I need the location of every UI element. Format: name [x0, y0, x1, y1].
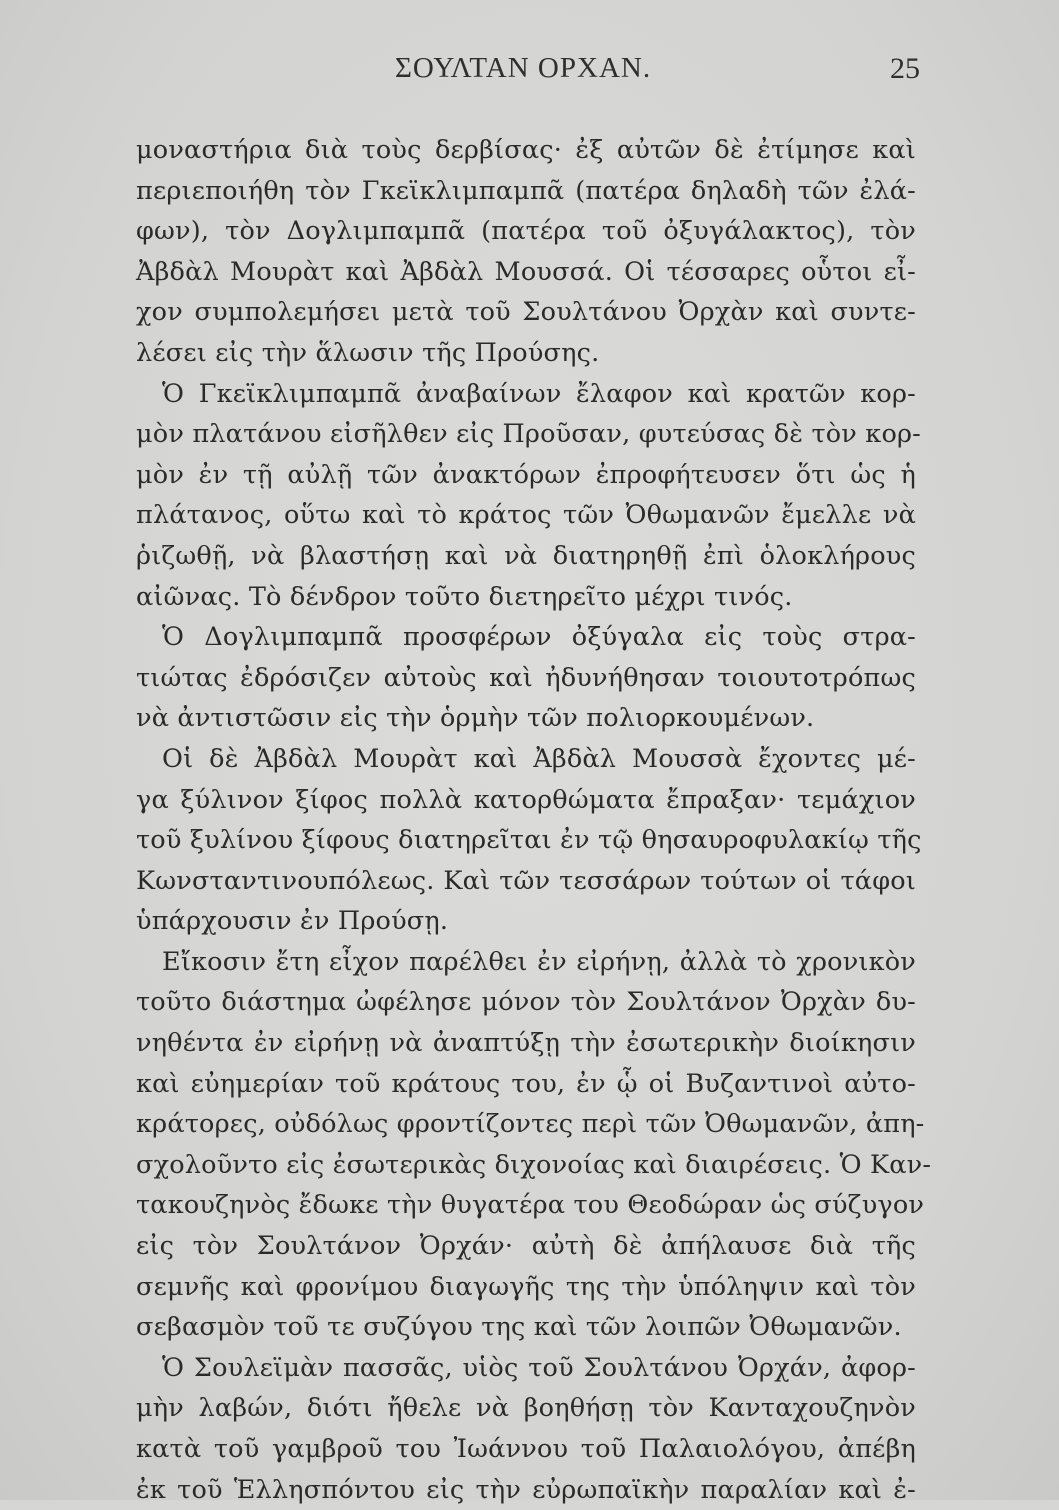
- text-line: τοῦτο διάστημα ὠφέλησε μόνον τὸν Σουλτάνον Ὀρχὰν δυ-: [136, 987, 916, 1018]
- text-line: χον συμπολεμήσει μετὰ τοῦ Σουλτάνου Ὀρχὰν καὶ συντε-: [136, 297, 916, 328]
- text-line: γα ξύλινον ξίφος πολλὰ κατορθώματα ἔπραξαν· τεμάχιον: [136, 784, 916, 815]
- text-line: Ἀβδὰλ Μουρὰτ καὶ Ἀβδὰλ Μουσσά. Οἱ τέσσαρες οὗτοι εἶ-: [136, 256, 916, 287]
- text-line: ἐκ τοῦ Ἑλλησπόντου εἰς τὴν εὐρωπαϊκὴν παραλίαν καὶ ἐ-: [136, 1474, 916, 1505]
- text-line: τακουζηνὸς ἔδωκε τὴν θυγατέρα του Θεοδώραν ὡς σύζυγον: [136, 1190, 925, 1221]
- text-line: καὶ εὐημερίαν τοῦ κράτους του, ἐν ᾧ οἱ Βυζαντινοὶ αὐτο-: [136, 1068, 916, 1099]
- page-number: 25: [890, 52, 920, 85]
- text-line: περιεποιήθη τὸν Γκεϊκλιμπαμπᾶ (πατέρα δηλαδὴ τῶν ἐλά-: [136, 175, 916, 206]
- text-line: λέσει εἰς τὴν ἅλωσιν τῆς Προύσης.: [136, 337, 600, 368]
- text-line: νὰ ἀντιστῶσιν εἰς τὴν ὁρμὴν τῶν πολιορκουμένων.: [136, 703, 815, 734]
- text-line: Εἴκοσιν ἔτη εἶχον παρέλθει ἐν εἰρήνῃ, ἀλλὰ τὸ χρονικὸν: [162, 946, 916, 977]
- text-line: ὑπάρχουσιν ἐν Προύσῃ.: [136, 906, 449, 937]
- text-line: σεβασμὸν τοῦ τε συζύγου της καὶ τῶν λοιπῶν Ὀθωμανῶν.: [136, 1312, 902, 1343]
- text-line: Ὁ Δογλιμπαμπᾶ προσφέρων ὀξύγαλα εἰς τοὺς στρα-: [162, 622, 916, 653]
- text-line: Ὁ Γκεϊκλιμπαμπᾶ ἀναβαίνων ἔλαφον καὶ κρατῶν κορ-: [162, 378, 916, 409]
- text-line: ῥιζωθῇ, νὰ βλαστήσῃ καὶ νὰ διατηρηθῇ ἐπὶ ὁλοκλήρους: [136, 540, 916, 571]
- text-line: κράτορες, οὐδόλως φροντίζοντες περὶ τῶν Ὀθωμανῶν, ἀπη-: [136, 1109, 925, 1140]
- text-line: Κωνσταντινουπόλεως. Καὶ τῶν τεσσάρων τούτων οἱ τάφοι: [136, 865, 916, 896]
- text-line: σχολοῦντο εἰς ἐσωτερικὰς διχονοίας καὶ διαιρέσεις. Ὁ Καν-: [136, 1149, 932, 1180]
- page-header: [140, 52, 920, 92]
- text-line: μοναστήρια διὰ τοὺς δερβίσας· ἐξ αὐτῶν δὲ ἐτίμησε καὶ: [136, 135, 916, 165]
- text-line: μὸν πλατάνου εἰσῆλθεν εἰς Προῦσαν, φυτεύσας δὲ τὸν κορ-: [136, 419, 922, 450]
- text-line: μὸν ἐν τῇ αὐλῇ τῶν ἀνακτόρων ἐπροφήτευσεν ὅτι ὡς ἡ: [136, 459, 916, 490]
- running-title: ΣΟΥΛΤΑΝ ΟΡΧΑΝ.: [395, 52, 652, 84]
- text-line: αἰῶνας. Τὸ δένδρον τοῦτο διετηρεῖτο μέχρι τινός.: [136, 581, 793, 612]
- text-line: Ὁ Σουλεϊμὰν πασσᾶς, υἱὸς τοῦ Σουλτάνου Ὀρχάν, ἀφορ-: [162, 1352, 916, 1383]
- text-line: τοῦ ξυλίνου ξίφους διατηρεῖται ἐν τῷ θησαυροφυλακίῳ τῆς: [136, 825, 922, 856]
- text-line: πλάτανος, οὕτω καὶ τὸ κράτος τῶν Ὀθωμανῶν ἔμελλε νὰ: [136, 500, 916, 531]
- text-line: Οἱ δὲ Ἀβδὰλ Μουρὰτ καὶ Ἀβδὰλ Μουσσὰ ἔχοντες μέ-: [162, 743, 916, 774]
- body-text: [136, 130, 932, 1510]
- text-line: μὴν λαβών, διότι ἤθελε νὰ βοηθήσῃ τὸν Κανταχουζηνὸν: [136, 1393, 916, 1424]
- text-line: τιώτας ἐδρόσιζεν αὐτοὺς καὶ ἠδυνήθησαν τοιουτοτρόπως: [136, 662, 916, 693]
- text-line: σεμνῆς καὶ φρονίμου διαγωγῆς της τὴν ὑπόληψιν καὶ τὸν: [136, 1271, 916, 1302]
- text-line: φων), τὸν Δογλιμπαμπᾶ (πατέρα τοῦ ὀξυγάλακτος), τὸν: [136, 216, 916, 247]
- text-line: εἰς τὸν Σουλτάνον Ὀρχάν· αὐτὴ δὲ ἀπήλαυσε διὰ τῆς: [136, 1231, 916, 1262]
- text-line: νηθέντα ἐν εἰρήνῃ νὰ ἀναπτύξῃ τὴν ἐσωτερικὴν διοίκησιν: [136, 1028, 916, 1059]
- text-line: κατὰ τοῦ γαμβροῦ του Ἰωάννου τοῦ Παλαιολόγου, ἀπέβη: [136, 1434, 916, 1464]
